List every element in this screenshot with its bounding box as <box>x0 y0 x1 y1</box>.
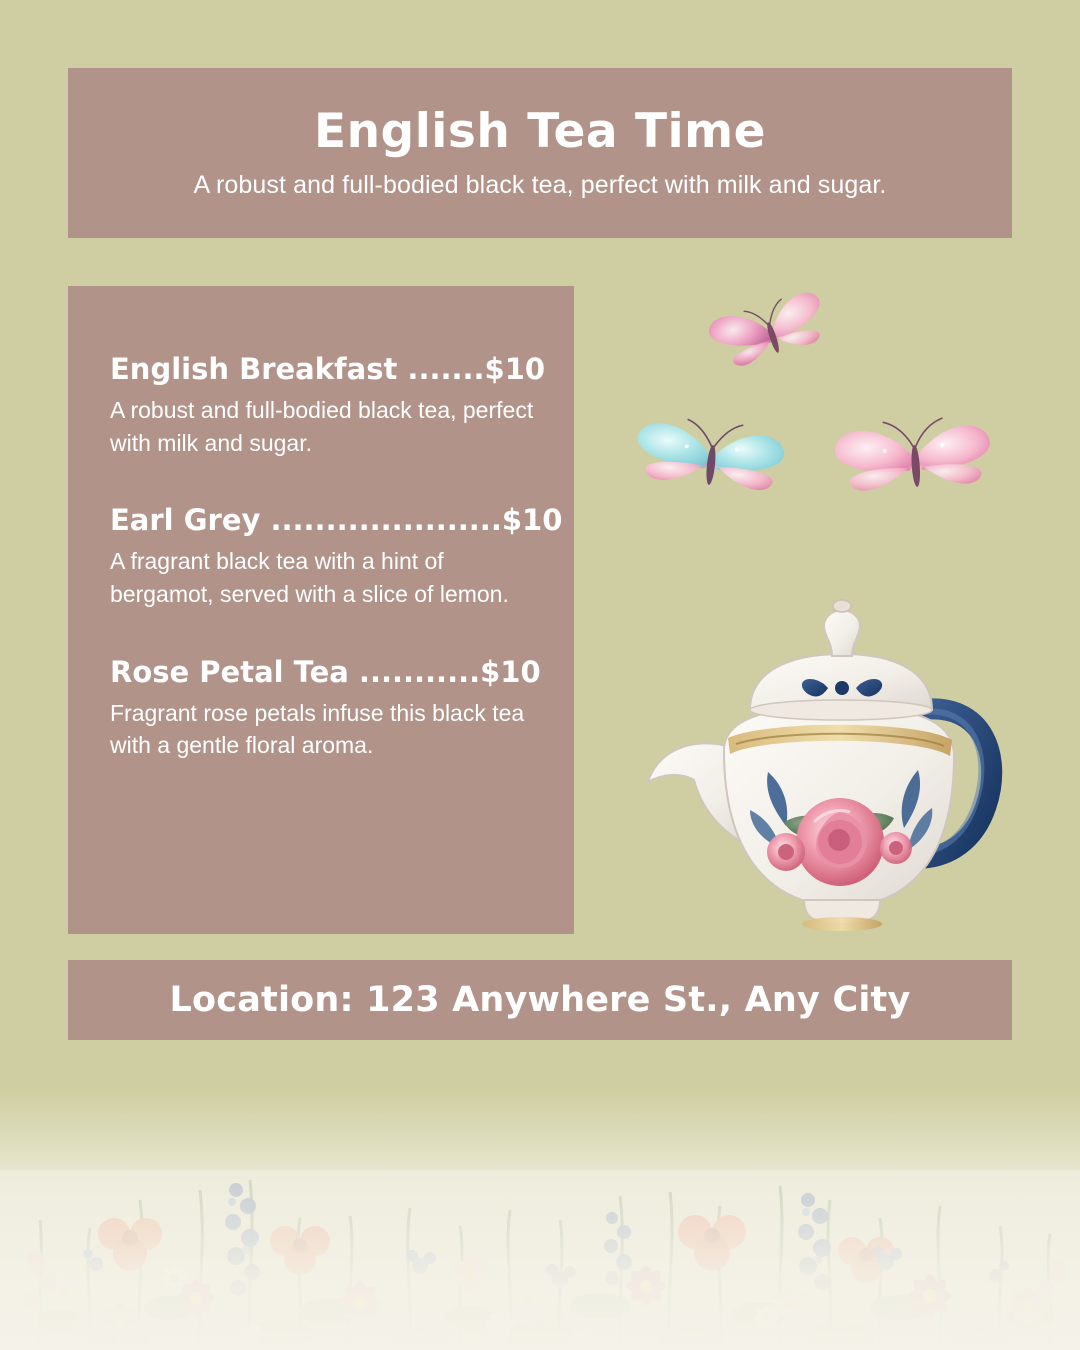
list-item <box>68 352 574 459</box>
header-banner <box>68 68 1012 238</box>
menu-panel <box>68 286 574 934</box>
menu-item-description: A fragrant black tea with a hint of bergamot, served with a slice of lemon. <box>110 548 509 607</box>
wildflower-border-icon <box>0 1050 1080 1350</box>
teapot-icon <box>618 560 1018 940</box>
butterflies-icon <box>620 280 1020 530</box>
menu-item-description: Fragrant rose petals infuse this black tea with a gentle floral aroma. <box>110 699 525 759</box>
list-item <box>68 655 574 762</box>
page-subtitle: A robust and full-bodied black tea, perfect with milk and sugar. <box>193 171 887 200</box>
location-text: Location: 123 Anywhere St., Any City <box>169 980 911 1020</box>
page-title: English Tea Time <box>313 103 767 159</box>
list-item <box>68 503 574 610</box>
menu-item-description: A robust and full-bodied black tea, perfect with milk and sugar. <box>110 397 534 456</box>
menu-item-title: English Breakfast .......$10 <box>110 352 546 386</box>
location-banner <box>68 960 1012 1040</box>
menu-item-title: Rose Petal Tea ...........$10 <box>110 654 541 689</box>
border-fade <box>0 1090 1080 1350</box>
menu-item-title: Earl Grey .....................$10 <box>110 503 563 538</box>
